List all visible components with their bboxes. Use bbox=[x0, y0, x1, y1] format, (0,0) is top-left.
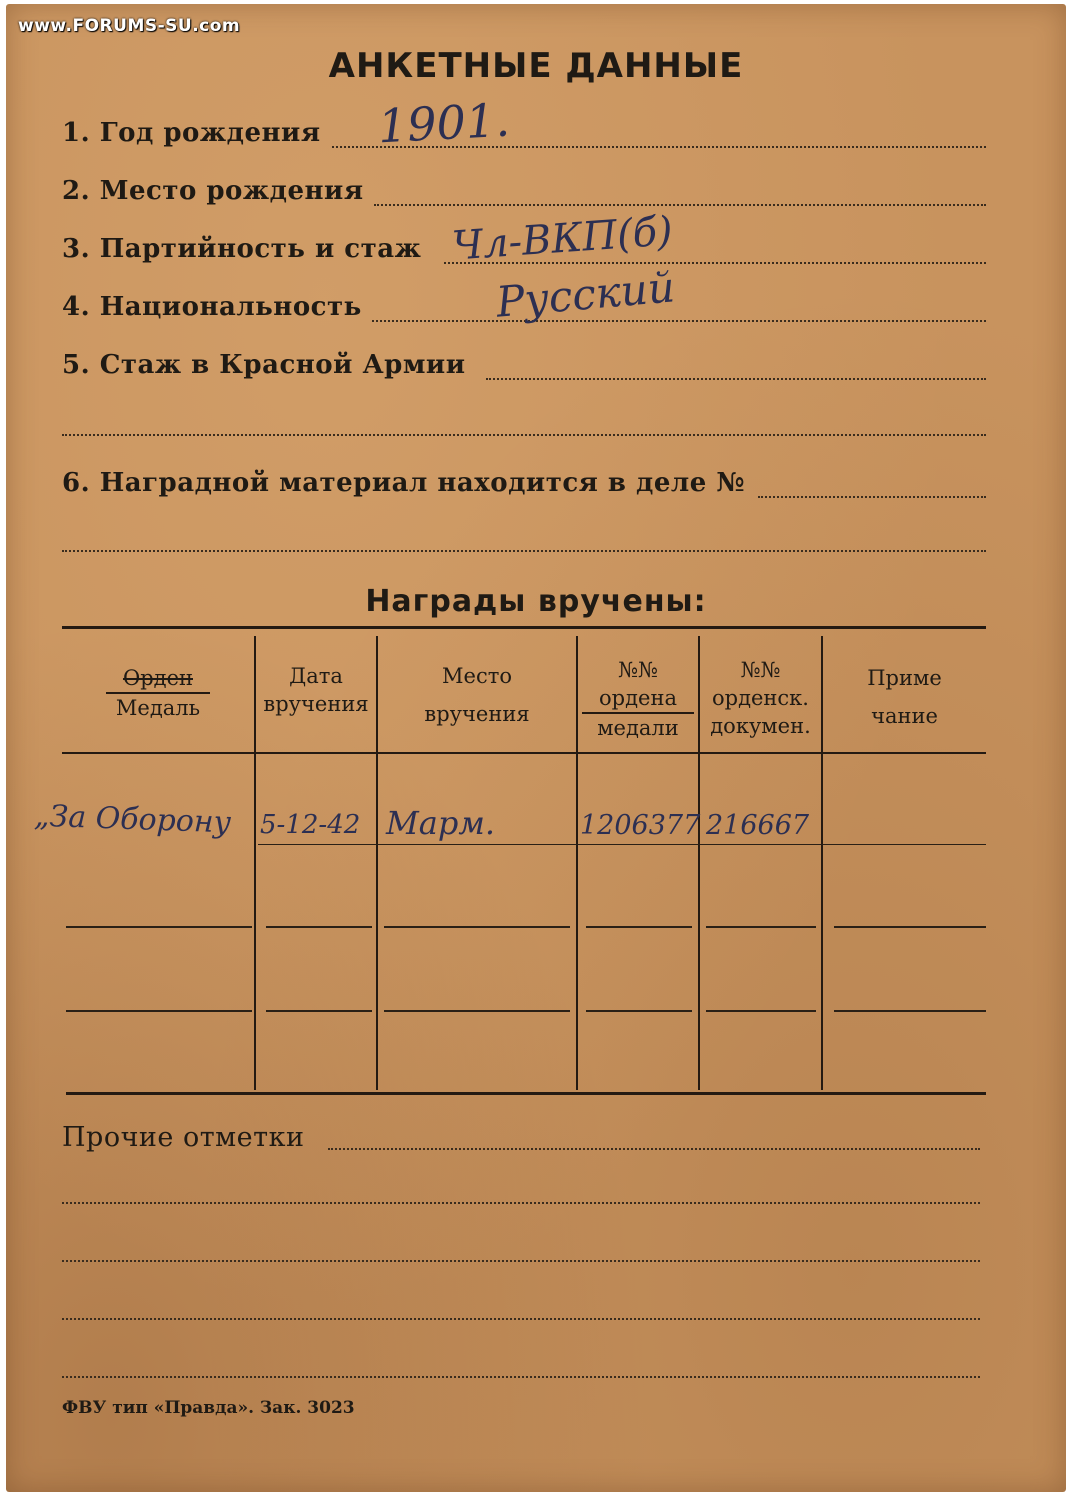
row-rule bbox=[266, 926, 372, 928]
row-rule bbox=[586, 1010, 692, 1012]
field-army-service-line bbox=[486, 378, 986, 380]
col-header-date-line1: Дата bbox=[289, 664, 343, 688]
printer-imprint: ФВУ тип «Правда». Зак. 3023 bbox=[62, 1398, 355, 1418]
row-rule bbox=[258, 844, 986, 845]
other-marks-line bbox=[62, 1260, 980, 1262]
field-nationality-value: Русский bbox=[494, 262, 677, 327]
col-header-doc-number-line2: орденск. bbox=[711, 686, 809, 710]
col-header-award bbox=[62, 664, 254, 722]
col-header-award-medal: Медаль bbox=[106, 692, 210, 722]
cell-date: 5-12-42 bbox=[260, 810, 361, 840]
col-header-medal-number-line2: ордена bbox=[599, 686, 677, 710]
col-header-doc-number bbox=[700, 656, 821, 740]
cell-doc-number: 216667 bbox=[706, 810, 810, 841]
col-header-doc-number-line3: докумен. bbox=[710, 714, 811, 738]
table-bottom-rule bbox=[66, 1092, 986, 1095]
awards-section-title: Награды вручены: bbox=[365, 584, 707, 619]
col-header-date-line2: вручения bbox=[263, 692, 369, 716]
site-watermark: www.FORUMS-SU.com bbox=[18, 16, 241, 36]
table-header-rule bbox=[62, 752, 986, 754]
cell-place: Марм. bbox=[386, 804, 496, 842]
award-card-back bbox=[6, 4, 1066, 1492]
row-rule bbox=[834, 926, 986, 928]
col-header-date bbox=[256, 662, 376, 718]
row-rule bbox=[66, 1010, 252, 1012]
field-nationality-line bbox=[372, 320, 986, 322]
row-rule bbox=[384, 1010, 570, 1012]
row-rule bbox=[586, 926, 692, 928]
field-award-file-line-2 bbox=[62, 550, 986, 552]
row-rule bbox=[266, 1010, 372, 1012]
field-party-value: Чл-ВКП(б) bbox=[450, 208, 675, 270]
field-party-label: 3. Партийность и стаж bbox=[62, 234, 422, 264]
field-army-service-label: 5. Стаж в Красной Армии bbox=[62, 350, 466, 380]
field-birthplace-label: 2. Место рождения bbox=[62, 176, 364, 206]
field-nationality-label: 4. Национальность bbox=[62, 292, 362, 322]
col-header-note bbox=[823, 664, 986, 730]
cell-award: „За Оборону bbox=[33, 798, 232, 841]
row-rule bbox=[834, 1010, 986, 1012]
other-marks-line bbox=[62, 1202, 980, 1204]
field-award-file-label: 6. Наградной материал находится в деле № bbox=[62, 468, 746, 498]
col-header-place-line2: вручения bbox=[424, 702, 530, 726]
row-rule bbox=[706, 1010, 816, 1012]
field-birth-year-value: 1901. bbox=[376, 92, 512, 154]
table-top-rule bbox=[62, 626, 986, 629]
other-marks-line bbox=[328, 1148, 980, 1150]
field-award-file-line bbox=[758, 496, 986, 498]
row-rule bbox=[706, 926, 816, 928]
col-header-place bbox=[378, 662, 576, 728]
other-marks-label: Прочие отметки bbox=[62, 1122, 305, 1153]
col-header-medal-number-line1: №№ bbox=[618, 658, 658, 682]
col-header-medal-number bbox=[578, 656, 698, 742]
row-rule bbox=[384, 926, 570, 928]
col-header-note-line1: Приме bbox=[867, 666, 942, 690]
field-army-service-line-2 bbox=[62, 434, 986, 436]
row-rule bbox=[66, 926, 252, 928]
col-header-place-line1: Место bbox=[442, 664, 512, 688]
col-header-doc-number-line1: №№ bbox=[740, 658, 781, 682]
cell-medal-number: 1206377 bbox=[580, 810, 701, 841]
other-marks-line bbox=[62, 1318, 980, 1320]
field-birthplace-line bbox=[374, 204, 986, 206]
col-header-note-line2: чание bbox=[871, 704, 938, 728]
col-header-medal-number-line3: медали bbox=[582, 712, 694, 742]
page-title: АНКЕТНЫЕ ДАННЫЕ bbox=[328, 46, 744, 86]
other-marks-line bbox=[62, 1376, 980, 1378]
field-birth-year-label: 1. Год рождения bbox=[62, 118, 321, 148]
col-header-award-order: Орден bbox=[122, 666, 193, 690]
